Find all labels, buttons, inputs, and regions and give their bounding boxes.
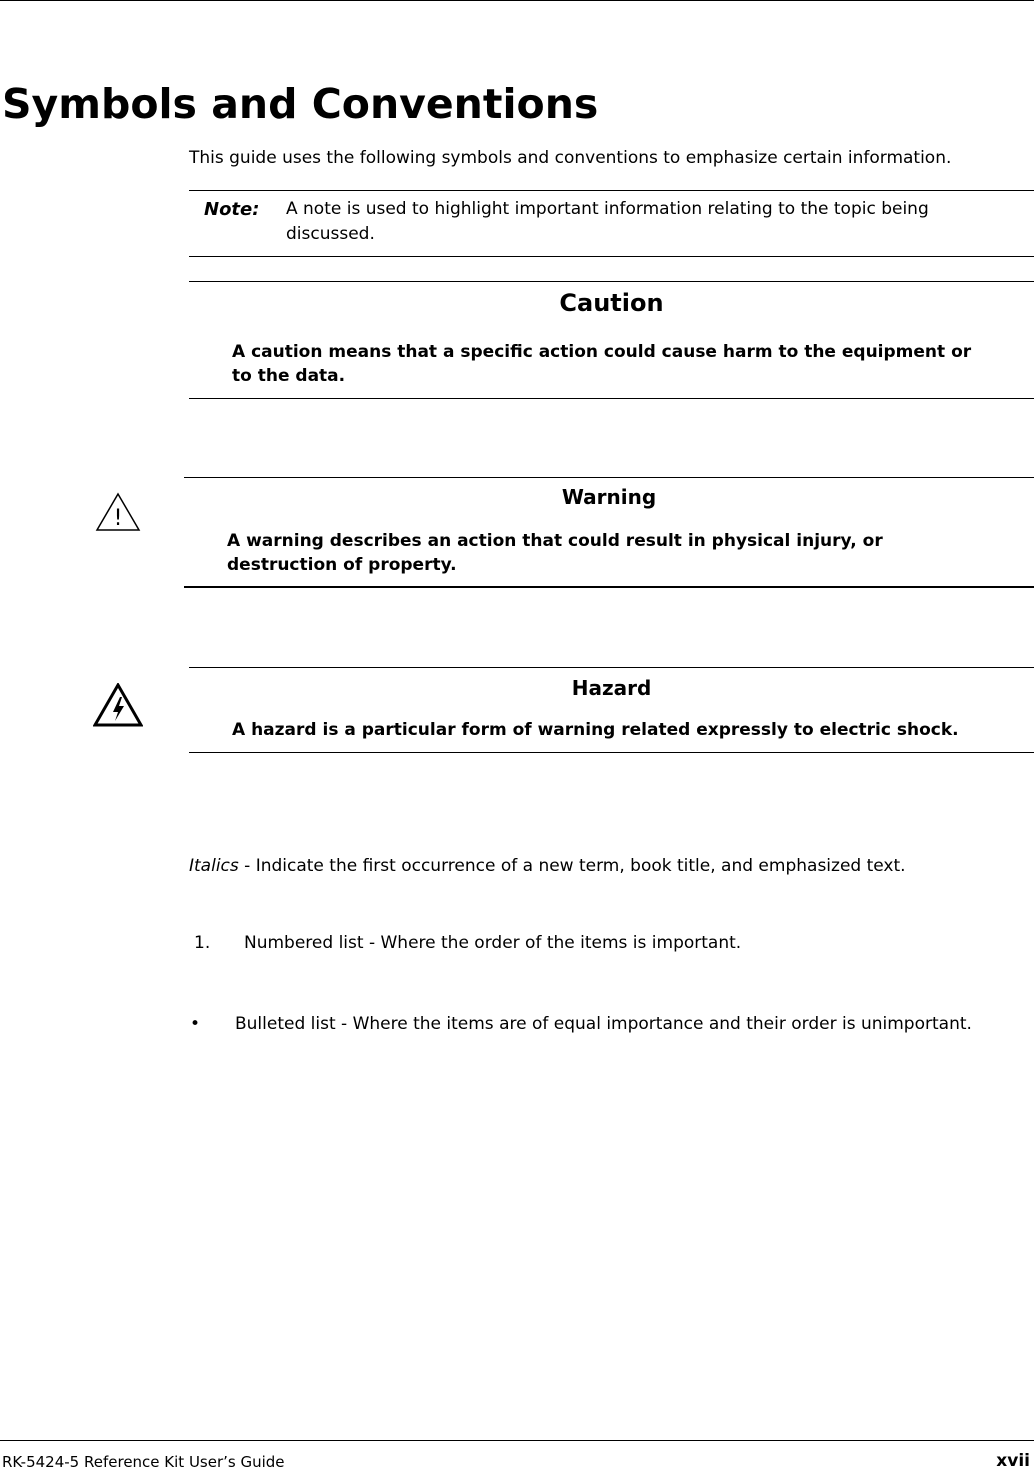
note-label: Note: bbox=[204, 199, 260, 220]
warning-bottom-rule bbox=[184, 586, 1034, 588]
footer-doc-title: RK-5424-5 Reference Kit User’s Guide bbox=[2, 1453, 285, 1471]
electric-shock-triangle-icon bbox=[93, 683, 143, 727]
caution-heading: Caution bbox=[559, 289, 664, 317]
page-number: xvii bbox=[996, 1451, 1030, 1471]
italics-term: Italics bbox=[189, 856, 239, 876]
page-title: Symbols and Conventions bbox=[2, 80, 599, 128]
hazard-heading: Hazard bbox=[571, 676, 652, 700]
italics-convention bbox=[189, 854, 906, 878]
numbered-list-text: Numbered list - Where the order of the items is important. bbox=[244, 933, 742, 953]
hazard-text: A hazard is a particular form of warning related expressly to electric shock. bbox=[232, 720, 959, 740]
note-top-rule bbox=[189, 190, 1034, 191]
warning-top-rule bbox=[184, 477, 1034, 478]
exclamation-triangle-icon bbox=[95, 492, 141, 532]
bullet-text: Bulleted list - Where the items are of equal importance and their order is unimportant. bbox=[235, 1014, 972, 1034]
warning-text: A warning describes an action that could result in physical injury, or destruction of property. bbox=[227, 531, 883, 575]
note-text: A note is used to highlight important information relating to the topic being discussed. bbox=[286, 199, 929, 244]
caution-text: A caution means that a specific action could cause harm to the equipment or to the data. bbox=[232, 342, 972, 386]
caution-top-rule bbox=[189, 281, 1034, 282]
intro-paragraph: This guide uses the following symbols and conventions to emphasize certain information. bbox=[189, 148, 952, 168]
top-rule bbox=[0, 0, 1034, 1]
caution-bottom-rule bbox=[189, 398, 1034, 399]
footer-rule bbox=[0, 1440, 1034, 1441]
hazard-bottom-rule bbox=[189, 752, 1034, 753]
numbered-list-marker: 1. bbox=[194, 933, 211, 953]
warning-heading: Warning bbox=[561, 485, 657, 509]
svg-text:!: ! bbox=[113, 506, 123, 531]
bullet-marker: • bbox=[190, 1014, 201, 1034]
hazard-top-rule bbox=[189, 667, 1034, 668]
italics-description: - Indicate the first occurrence of a new term, book title, and emphasized text. bbox=[238, 856, 906, 876]
note-bottom-rule bbox=[189, 256, 1034, 257]
